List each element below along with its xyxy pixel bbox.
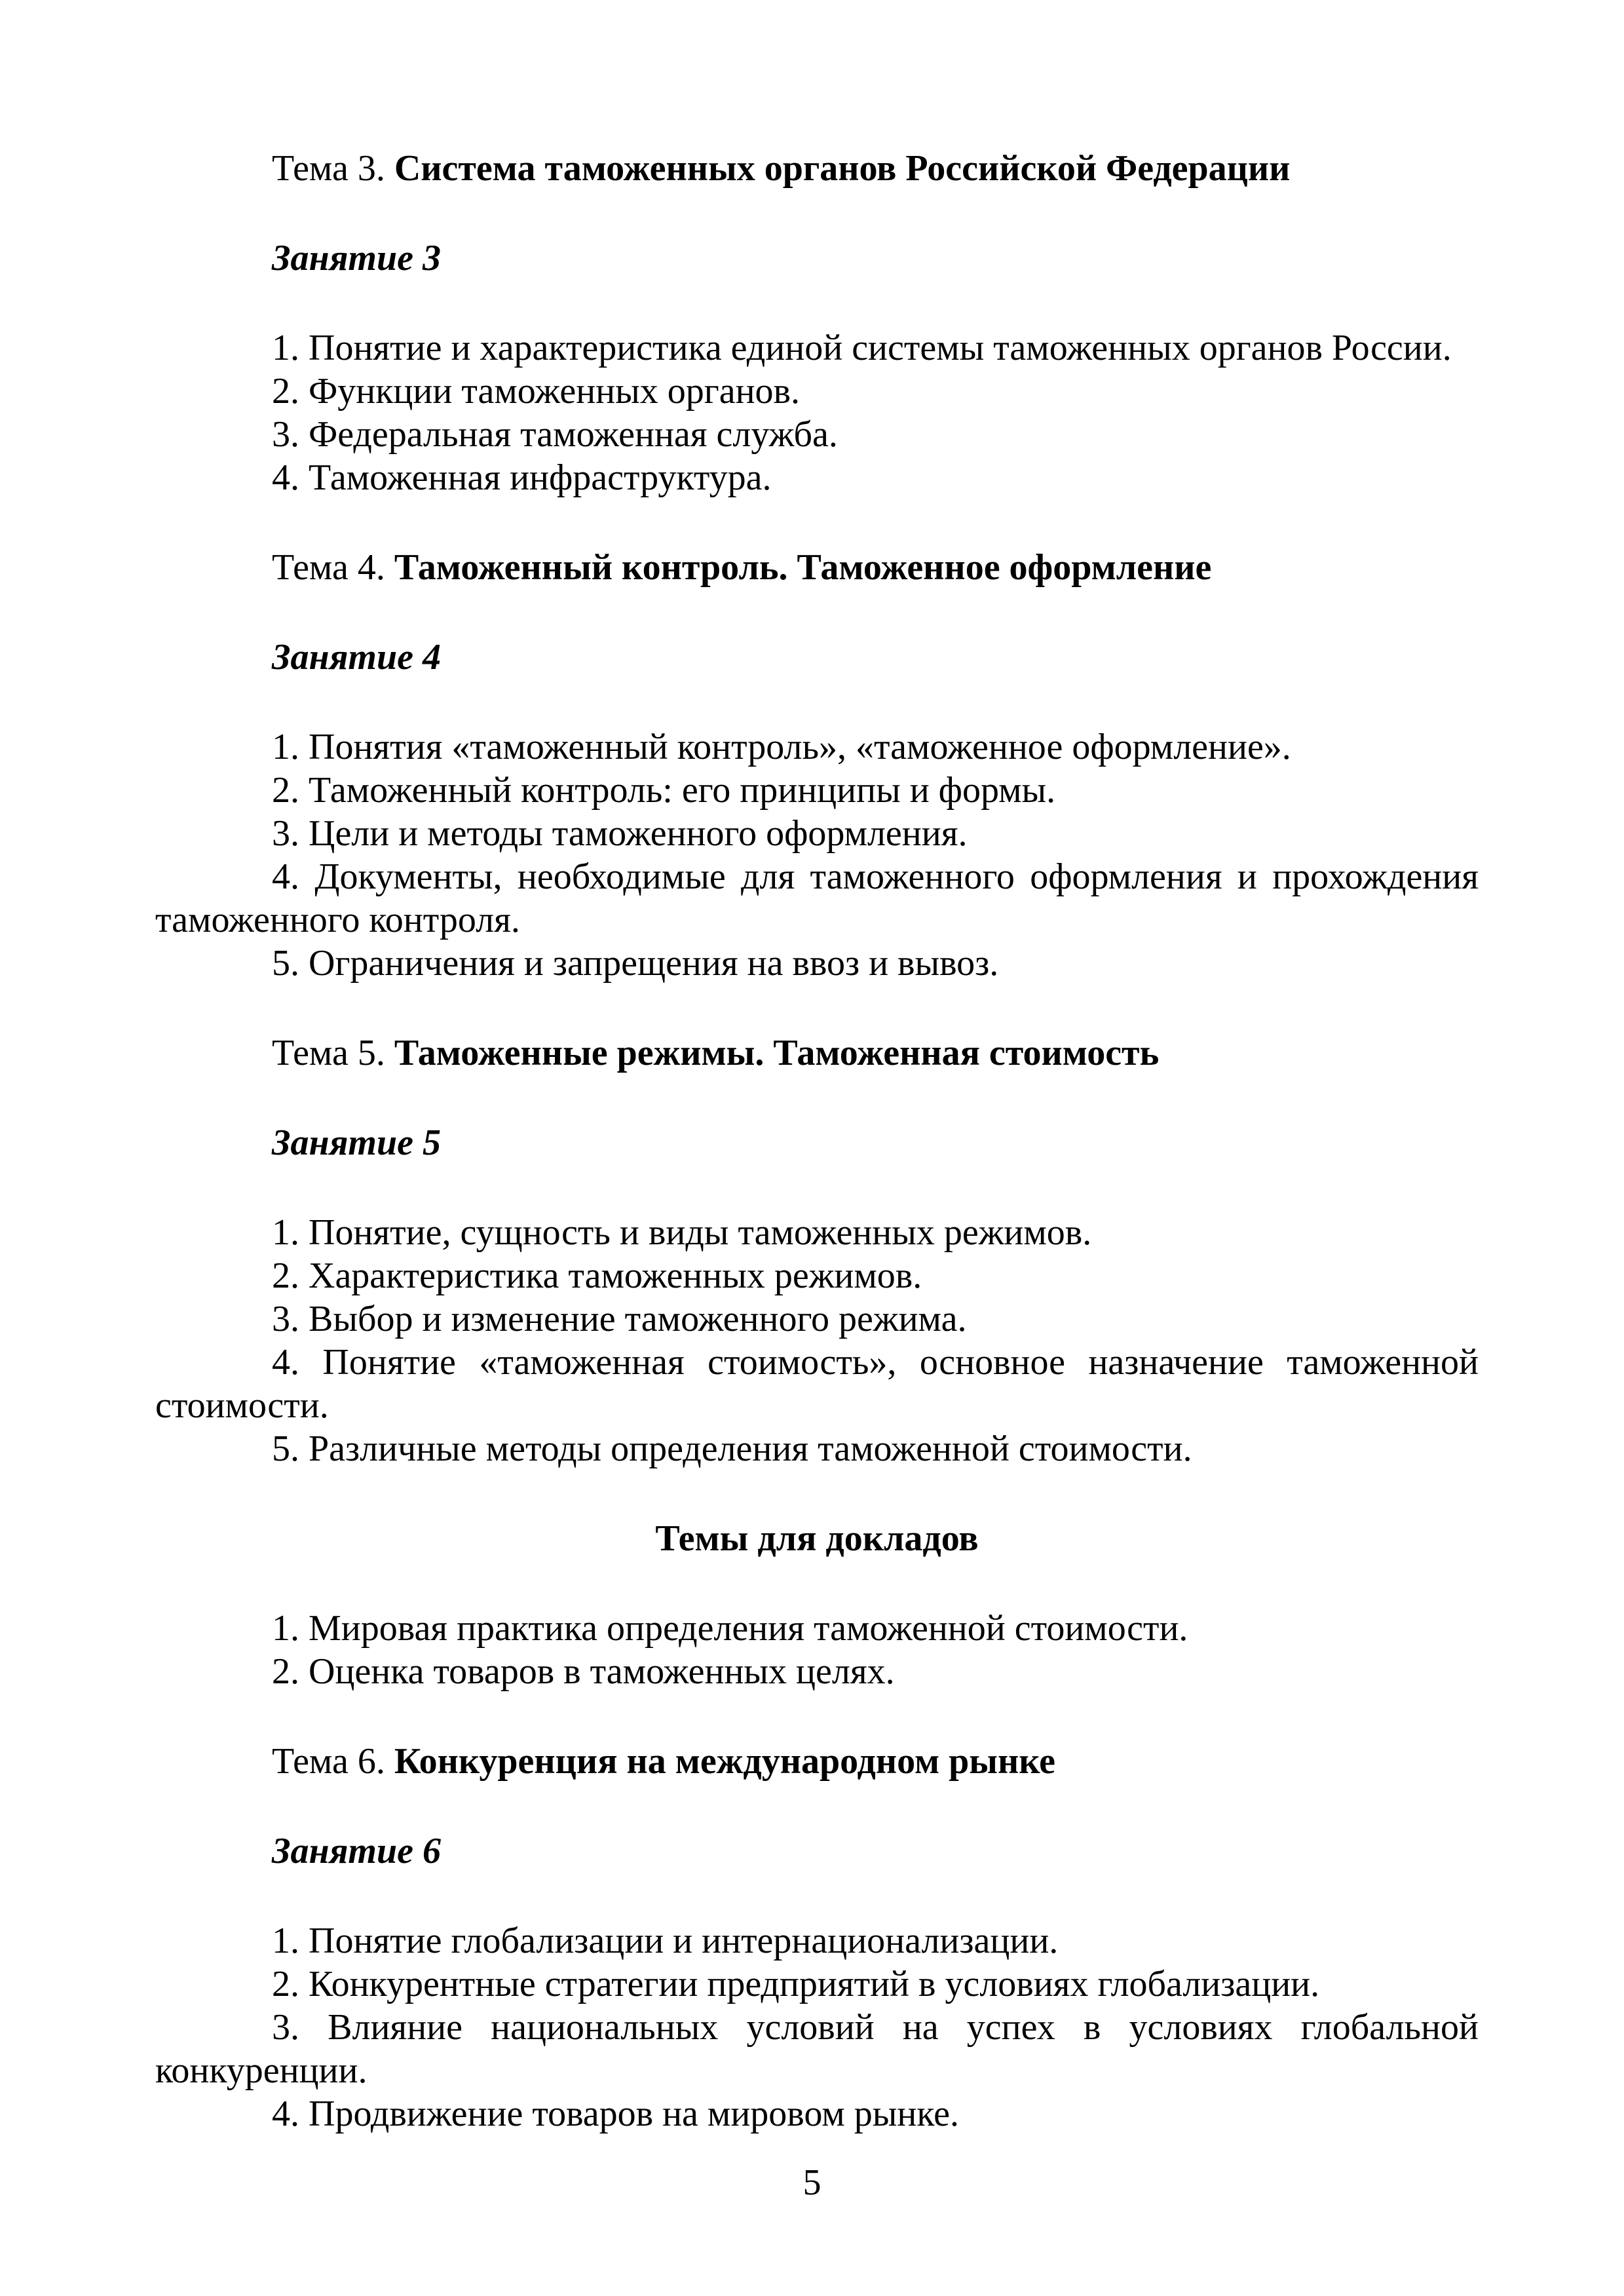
topic-3-question-list [155, 326, 1479, 499]
topic-4-heading [155, 546, 1479, 589]
list-item: 4. Понятие «таможенная стоимость», основное назначение таможенной стоимости. [155, 1342, 1479, 1426]
list-item: 2. Функции таможенных органов. [272, 371, 800, 411]
list-item: 3. Цели и методы таможенного оформления. [272, 813, 968, 854]
list-item: 2. Конкурентные стратегии предприятий в условиях глобализации. [272, 1964, 1320, 2004]
topic-title: Таможенный контроль. Таможенное оформление [394, 547, 1212, 588]
list-item: 2. Таможенный контроль: его принципы и формы. [272, 770, 1056, 811]
topic-title: Система таможенных органов Российской Федерации [394, 148, 1291, 189]
list-item: 1. Мировая практика определения таможенной стоимости. [272, 1608, 1188, 1649]
topic-prefix: Тема 4. [272, 547, 394, 588]
topic-3-heading [155, 147, 1479, 190]
list-item: 2. Характеристика таможенных режимов. [272, 1255, 922, 1296]
list-item: 5. Различные методы определения таможенной стоимости. [272, 1428, 1192, 1469]
list-item: 1. Понятие, сущность и виды таможенных режимов. [272, 1212, 1092, 1253]
topic-5-heading [155, 1031, 1479, 1075]
topic-6-question-list [155, 1919, 1479, 2135]
list-item: 1. Понятие и характеристика единой системы таможенных органов России. [272, 328, 1452, 368]
list-item: 1. Понятие глобализации и интернационализации. [272, 1921, 1059, 1961]
page-number: 5 [803, 2162, 821, 2203]
list-item: 3. Выбор и изменение таможенного режима. [272, 1299, 967, 1339]
topic-prefix: Тема 6. [272, 1741, 394, 1782]
reports-list [155, 1607, 1479, 1693]
topic-prefix: Тема 5. [272, 1033, 394, 1073]
list-item: 1. Понятия «таможенный контроль», «таможенное оформление». [272, 727, 1291, 767]
list-item: 4. Продвижение товаров на мировом рынке. [272, 2094, 959, 2134]
list-item: 5. Ограничения и запрещения на ввоз и вывоз. [272, 943, 999, 984]
list-item: 2. Оценка товаров в таможенных целях. [272, 1651, 895, 1692]
lesson-3-heading: Занятие 3 [272, 238, 441, 278]
lesson-6-heading: Занятие 6 [272, 1831, 441, 1871]
topic-5-question-list [155, 1211, 1479, 1470]
list-item: 4. Таможенная инфраструктура. [272, 457, 772, 498]
list-item: 3. Влияние национальных условий на успех в условиях глобальной конкуренции. [155, 2007, 1479, 2091]
list-item: 3. Федеральная таможенная служба. [272, 414, 838, 455]
list-item: 4. Документы, необходимые для таможенного оформления и прохождения таможенного контроля. [155, 856, 1479, 940]
topic-6-heading [155, 1740, 1479, 1783]
document-page [155, 147, 1479, 2135]
lesson-5-heading: Занятие 5 [272, 1122, 441, 1163]
topic-title: Конкуренция на международном рынке [394, 1741, 1056, 1782]
topic-title: Таможенные режимы. Таможенная стоимость [394, 1033, 1160, 1073]
reports-heading: Темы для докладов [655, 1518, 979, 1559]
topic-prefix: Тема 3. [272, 148, 394, 189]
topic-4-question-list [155, 725, 1479, 985]
lesson-4-heading: Занятие 4 [272, 637, 441, 678]
